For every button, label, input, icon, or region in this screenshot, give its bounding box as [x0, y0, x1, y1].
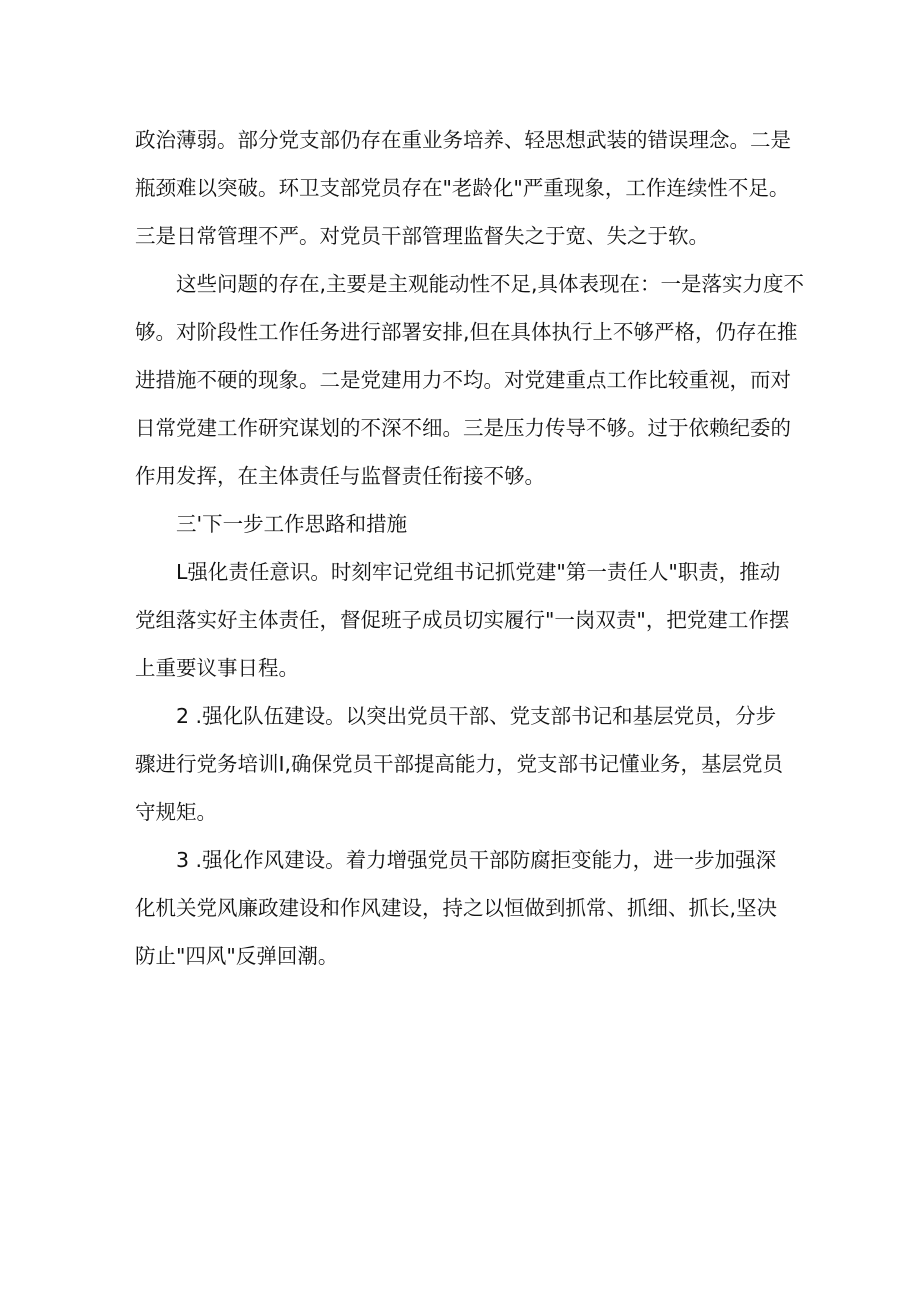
text-line: 作用发挥，在主体责任与监督责任衔接不够。 — [135, 464, 545, 488]
paragraph-causes — [135, 260, 805, 500]
paragraph-problems-continued — [135, 116, 791, 260]
list-item-responsibility — [135, 548, 790, 692]
text-line: 2 .强化队伍建设。以突出党员干部、党支部书记和基层党员，分步 — [176, 704, 777, 728]
text-line: 瓶颈难以突破。环卫支部党员存在"老龄化"严重现象，工作连续性不足。 — [135, 176, 790, 200]
text-line: 日常党建工作研究谋划的不深不细。三是压力传导不够。过于依赖纪委的 — [135, 416, 791, 440]
text-line: 够。对阶段性工作任务进行部署安排,但在具体执行上不够严格，仍存在推 — [135, 320, 798, 344]
list-item-work-style — [135, 836, 785, 980]
text-line: 化机关党风廉政建设和作风建设，持之以恒做到抓常、抓细、抓长,坚决 — [135, 896, 778, 920]
section-heading: 三'下一步工作思路和措施 — [176, 512, 408, 536]
text-line: 守规矩。 — [135, 800, 217, 824]
text-line: 防止"四风"反弹回潮。 — [135, 944, 339, 968]
text-line: 三是日常管理不严。对党员干部管理监督失之于宽、失之于软。 — [135, 224, 709, 248]
list-item-team-building — [135, 692, 785, 836]
text-line: 3 .强化作风建设。着力增强党员干部防腐拒变能力，进一步加强深 — [176, 848, 777, 872]
text-line: 政治薄弱。部分党支部仍存在重业务培养、轻思想武装的错误理念。二是 — [135, 128, 791, 152]
text-line: 骤进行党务培训I,确保党员干部提高能力，党支部书记懂业务，基层党员 — [135, 752, 784, 776]
text-line: 党组落实好主体责任，督促班子成员切实履行"一岗双责"，把党建工作摆 — [135, 608, 790, 632]
document-body — [135, 116, 805, 980]
text-line: L强化责任意识。时刻牢记党组书记抓党建"第一责任人"职责，推动 — [176, 560, 781, 584]
section-heading-next-steps — [135, 500, 785, 548]
text-line: 上重要议事日程。 — [135, 656, 299, 680]
text-line: 进措施不硬的现象。二是党建用力不均。对党建重点工作比较重视，而对 — [135, 368, 791, 392]
text-line: 这些问题的存在,主要是主观能动性不足,具体表现在：一是落实力度不 — [176, 272, 805, 296]
